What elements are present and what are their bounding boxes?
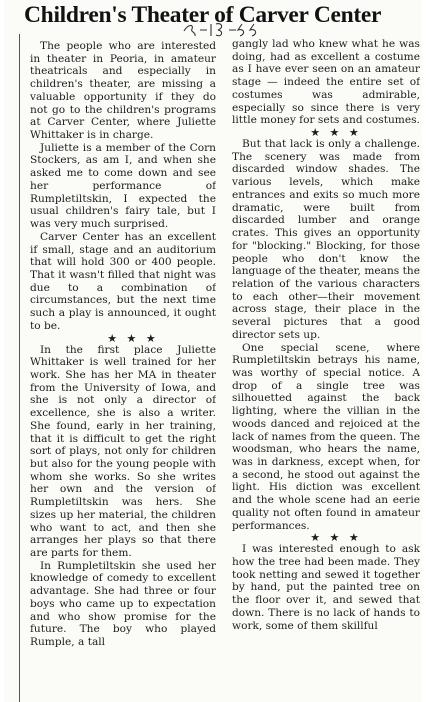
paragraph: The people who are interested in theater in Peoria, in amateur theatricals and especially in children's theater, are missing a valuable opportunity if they do not go to the children's programs at Carver Center, where Juliette Whittaker is in charge. [30,40,216,142]
section-separator: ★ ★ ★ [310,126,362,140]
section-separator: ★ ★ ★ [107,331,159,345]
column-rule [19,34,20,702]
headline: Children's Theater of Carver Center [24,2,382,28]
section-separator: ★ ★ ★ [310,531,362,545]
paragraph: Carver Center has an excellent if small, stage and an auditorium that will hold 300 or 400 people. That it wasn't filled that night was due to a combination of circumstances, but the next time such a play is announced, it ought to be. [30,230,216,332]
paragraph: Juliette is a member of the Corn Stockers, as am I, and when she asked me to come down and see her performance of Rumpletiltskin, I expected the usual children's fairy tale, but I was very much surprised. [30,141,216,231]
right-column [232,38,420,700]
paragraph: gangly lad who knew what he was doing, had as excellent a costume as I have ever seen on an amateur stage — indeed the entire set of costumes was admirable, especially so since there is very little money for sets and costumes. [232,38,420,127]
handwritten-date-note [180,18,276,40]
paragraph: But that lack is only a challenge. The scenery was made from discarded window shades. The various levels, which make entrances and exits so much more dramatic, were built from discarded lumber and orange crates. This gives an opportunity for "blocking." Blocking, for those people who don't know the language of the theater, means the relation of the various characters to each other—their movement across stage, their place in the several pictures that a good director sets up. [232,138,420,341]
paragraph: In the first place Juliette Whittaker is well trained for her work. She has her MA in theater from the University of Iowa, and she is not only a director of excellence, she is also a writer. She found, early in her training, that it is difficult to get the right sort of plays, not only for children but also for the young people with whom she works. So she writes her own and the version of Rumpletiltskin was hers. She sizes up her material, the children who want to act, and then she arranges her plays so that there are parts for them. [30,343,216,560]
paragraph: One special scene, where Rumpletiltskin betrays his name, was worthy of special notice. A drop of a single tree was silhouetted against the back lighting, where the villian in the woods danced and rejoiced at the lack of names from the queen. The woodsman, who hears the name, was in darkness, except when, for a second, he stood out against the light. His diction was excellent and the whole scene had an eerie quality not often found in amateur performances. [232,341,420,532]
paragraph: I was interested enough to ask how the tree had been made. They took netting and sewed it together by hand, put the painted tree on the floor over it, and sewed that down. There is no lack of hands to work, some of them skillful [232,543,420,632]
paragraph: In Rumpletiltskin she used her knowledge of comedy to excellent advantage. She had three or four boys who came up to expectation and who show promise for the future. The boy who played Rumple, a tall [30,559,216,649]
newspaper-clipping [4,0,422,702]
left-column [30,40,216,702]
